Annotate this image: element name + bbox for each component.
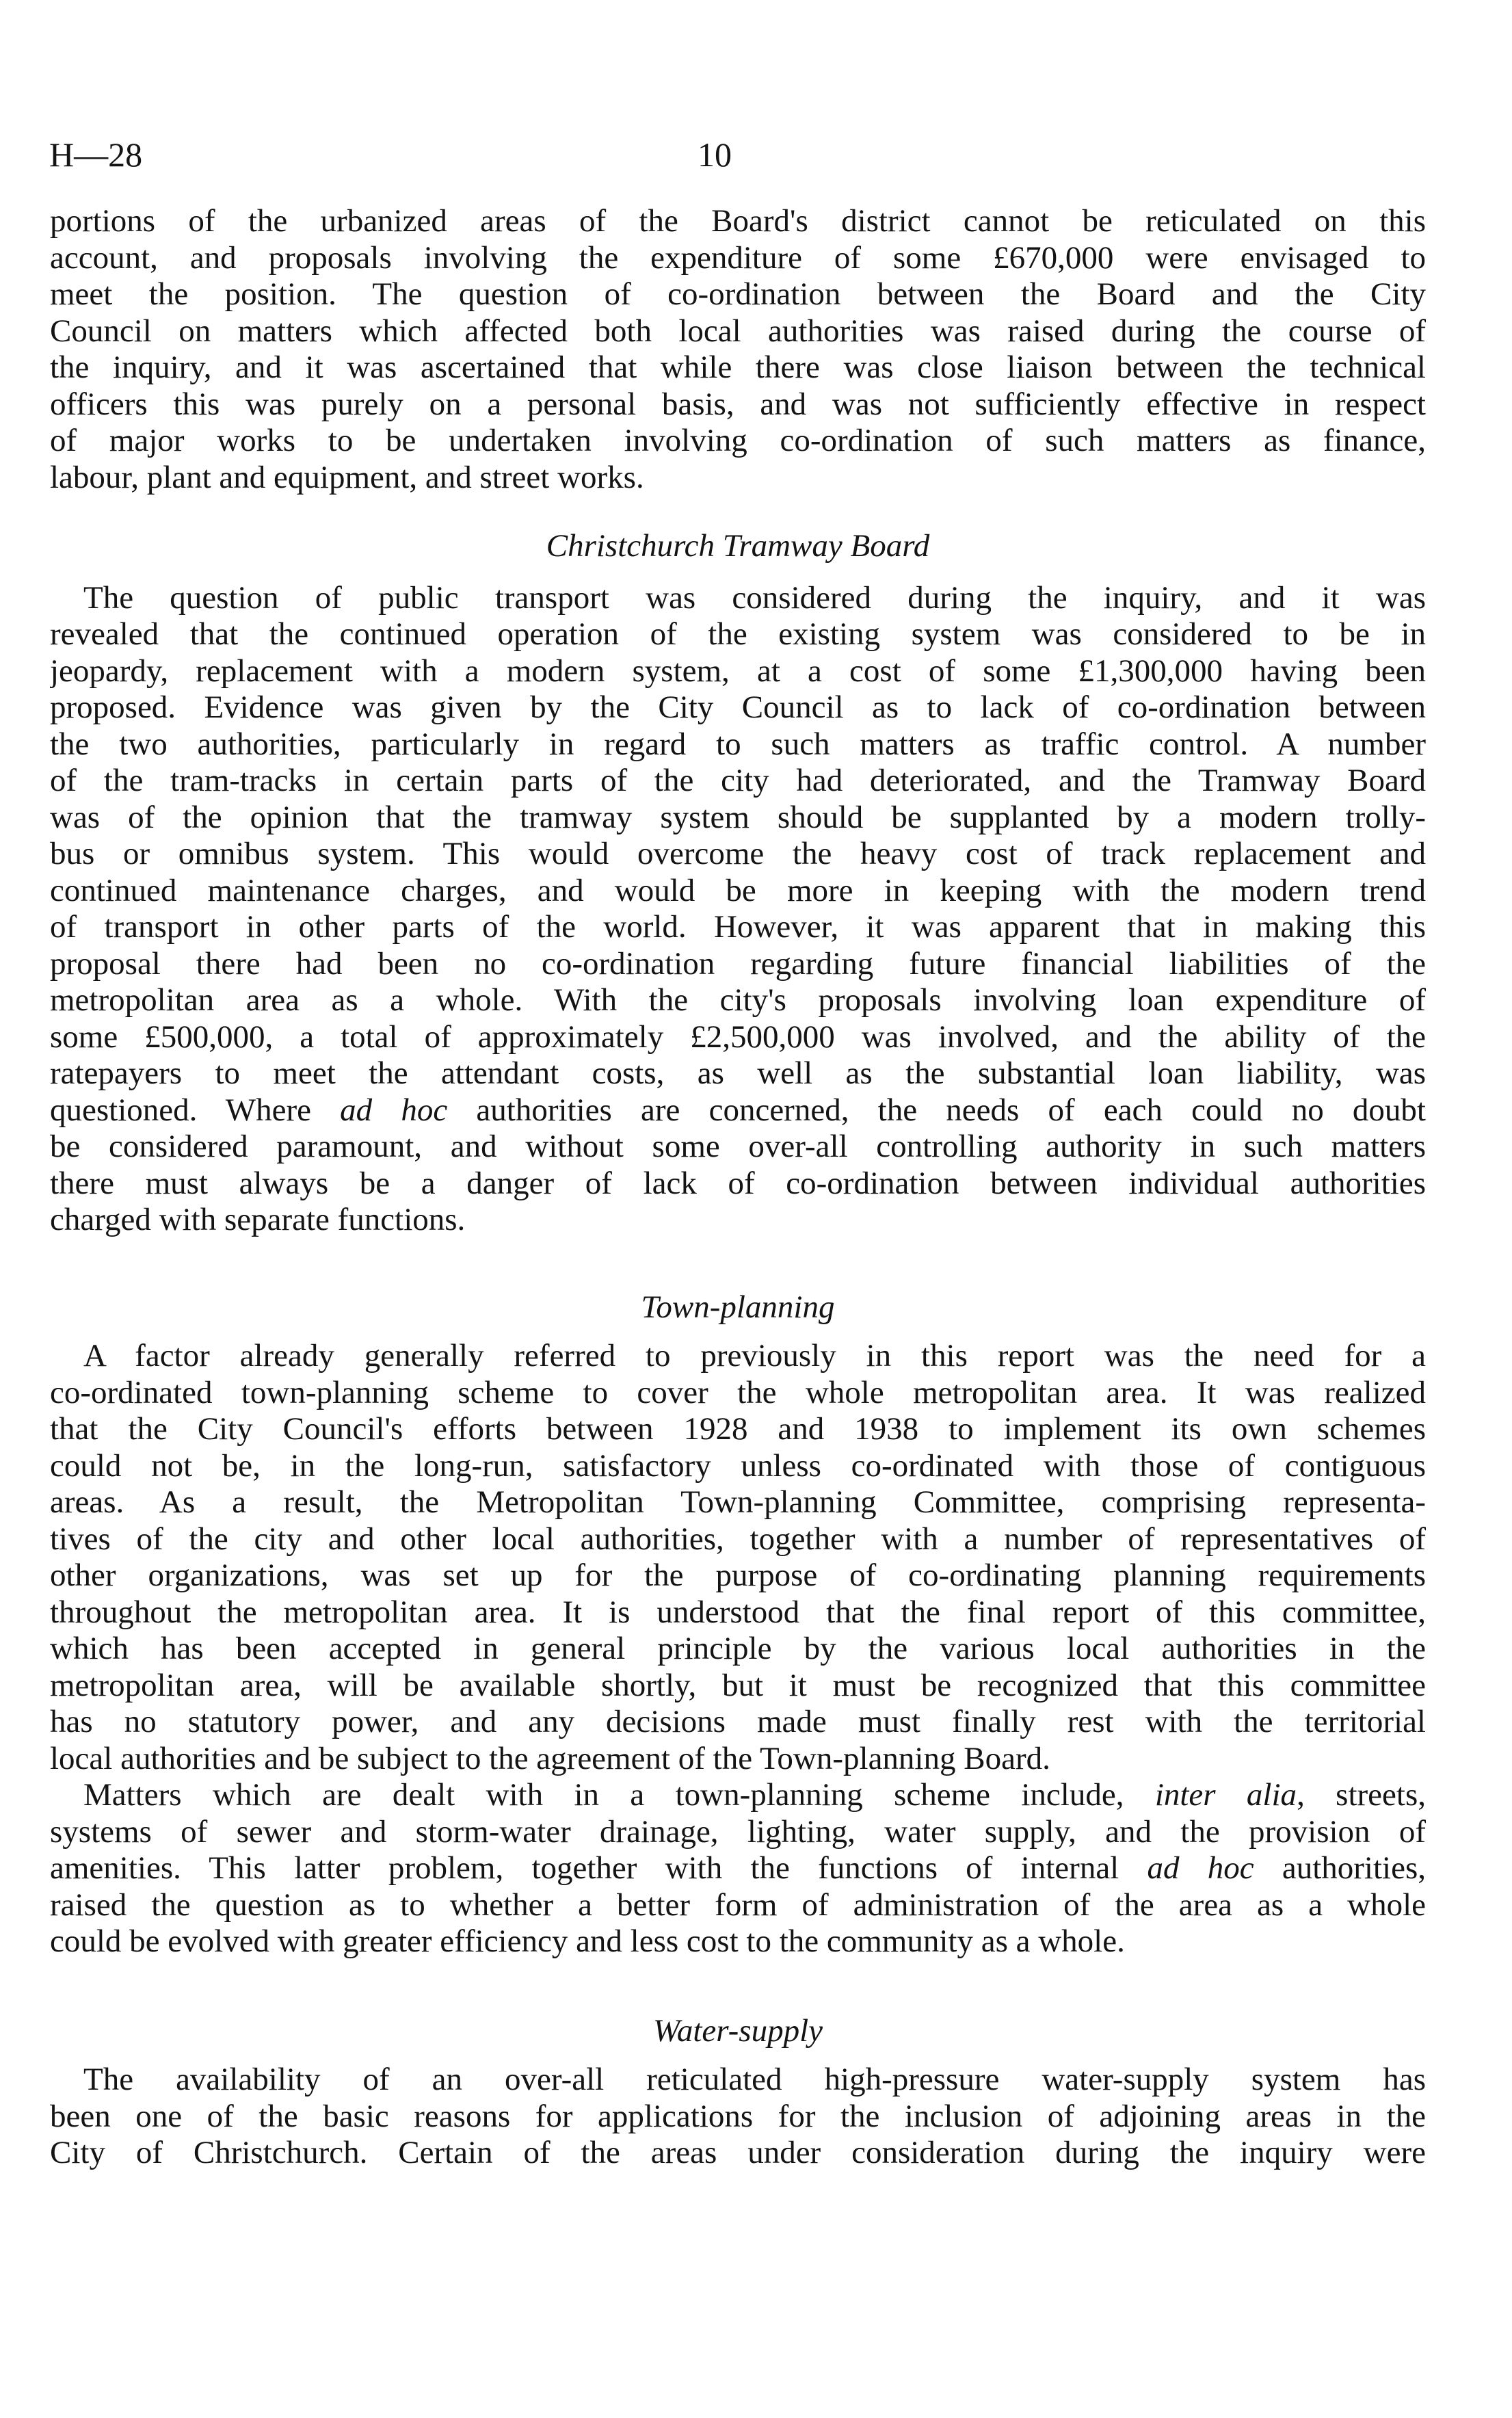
text-line: which has been accepted in general principle by the various local authorities in the	[50, 1631, 1426, 1666]
text-line: of the tram-tracks in certain parts of the city had deteriorated, and the Tramway Board	[50, 763, 1426, 798]
text-line: was of the opinion that the tramway system should be supplanted by a modern trolly-	[50, 799, 1426, 835]
document-id: H—28	[49, 135, 143, 174]
section-heading: Christchurch Tramway Board	[546, 528, 930, 564]
text-line: Council on matters which affected both local authorities was raised during the course of	[50, 313, 1426, 349]
text-line: proposal there had been no co-ordination regarding future financial liabilities of the	[50, 945, 1426, 982]
text-segment: Matters which are dealt with in a town-planning scheme include,	[83, 1777, 1155, 1813]
text-line: of transport in other parts of the world. However, it was apparent that in making this	[50, 909, 1426, 945]
text-line: metropolitan area as a whole. With the city's proposals involving loan expenditure of	[50, 982, 1426, 1018]
page-number: 10	[698, 135, 732, 174]
text-line: officers this was purely on a personal basis, and was not sufficiently effective in respect	[50, 386, 1426, 422]
text-line: revealed that the continued operation of the existing system was considered to be in	[50, 616, 1426, 652]
section-heading: Town-planning	[641, 1289, 835, 1325]
section-intro	[50, 203, 1426, 496]
text-line: throughout the metropolitan area. It is understood that the final report of this committee,	[50, 1594, 1426, 1630]
text-line: local authorities and be subject to the agreement of the Town-planning Board.	[50, 1740, 1050, 1776]
text-line: could be evolved with greater efficiency and less cost to the community as a whole.	[50, 1923, 1125, 1959]
section-tramway-board	[50, 528, 1426, 1239]
italic-phrase: ad hoc	[1147, 1850, 1254, 1886]
text-line: the two authorities, particularly in regard to such matters as traffic control. A number	[50, 726, 1426, 762]
text-segment: , streets,	[1297, 1777, 1426, 1813]
text-line: the inquiry, and it was ascertained that while there was close liaison between the technical	[50, 350, 1426, 385]
italic-phrase: ad hoc	[340, 1092, 448, 1128]
paragraph	[50, 203, 1426, 496]
paragraph	[50, 1338, 1426, 1777]
text-line: of major works to be undertaken involving co-ordination of such matters as finance,	[50, 423, 1426, 458]
text-line	[50, 1777, 1426, 1814]
text-line: labour, plant and equipment, and street works.	[50, 459, 644, 495]
text-line: The question of public transport was considered during the inquiry, and it was	[83, 579, 1426, 616]
paragraph	[50, 1777, 1426, 1960]
page-body	[50, 203, 1426, 2172]
text-line: proposed. Evidence was given by the City Council as to lack of co-ordination between	[50, 689, 1426, 725]
text-line: raised the question as to whether a better form of administration of the area as a whole	[50, 1887, 1426, 1923]
text-line: other organizations, was set up for the purpose of co-ordinating planning requirements	[50, 1558, 1426, 1593]
text-segment: authorities,	[1254, 1850, 1426, 1886]
text-line: The availability of an over-all reticulated high-pressure water-supply system has	[83, 2062, 1426, 2097]
text-segment: questioned. Where	[50, 1092, 341, 1128]
text-line: ratepayers to meet the attendant costs, as well as the substantial loan liability, was	[50, 1055, 1426, 1091]
section-water-supply	[50, 2013, 1426, 2172]
text-line: continued maintenance charges, and would be more in keeping with the modern trend	[50, 872, 1426, 908]
text-line: account, and proposals involving the expenditure of some £670,000 were envisaged to	[50, 239, 1426, 276]
text-segment: amenities. This latter problem, together with the functions of internal	[50, 1850, 1148, 1886]
section-town-planning	[50, 1289, 1426, 1960]
text-line: bus or omnibus system. This would overcome the heavy cost of track replacement and	[50, 836, 1426, 871]
text-line: systems of sewer and storm-water drainage, lighting, water supply, and the provision of	[50, 1813, 1426, 1850]
section-heading: Water-supply	[653, 2012, 823, 2049]
text-line	[50, 1092, 1426, 1129]
text-segment: authorities are concerned, the needs of each could no doubt	[447, 1092, 1426, 1128]
text-line: meet the position. The question of co-ordination between the Board and the City	[50, 276, 1426, 312]
text-line: co-ordinated town-planning scheme to cover the whole metropolitan area. It was realized	[50, 1374, 1426, 1410]
text-line: be considered paramount, and without some over-all controlling authority in such matters	[50, 1129, 1426, 1164]
text-line: tives of the city and other local authorities, together with a number of representatives of	[50, 1521, 1426, 1557]
text-line: some £500,000, a total of approximately £2,500,000 was involved, and the ability of the	[50, 1019, 1426, 1055]
text-line: portions of the urbanized areas of the Board's district cannot be reticulated on this	[50, 203, 1426, 239]
text-line: been one of the basic reasons for applications for the inclusion of adjoining areas in the	[50, 2098, 1426, 2134]
italic-phrase: inter alia	[1154, 1777, 1297, 1813]
paragraph	[50, 2062, 1426, 2172]
text-line: jeopardy, replacement with a modern system, at a cost of some £1,300,000 having been	[50, 653, 1426, 689]
text-line: there must always be a danger of lack of co-ordination between individual authorities	[50, 1165, 1426, 1201]
paragraph	[50, 580, 1426, 1239]
text-line	[50, 1850, 1426, 1887]
text-line: that the City Council's efforts between 1928 and 1938 to implement its own schemes	[50, 1411, 1426, 1447]
text-line: A factor already generally referred to previously in this report was the need for a	[83, 1338, 1426, 1374]
text-line: metropolitan area, will be available shortly, but it must be recognized that this committee	[50, 1667, 1426, 1703]
text-line: City of Christchurch. Certain of the areas under consideration during the inquiry were	[50, 2135, 1426, 2170]
text-line: charged with separate functions.	[50, 1202, 466, 1237]
text-line: could not be, in the long-run, satisfactory unless co-ordinated with those of contiguous	[50, 1447, 1426, 1484]
text-line: has no statutory power, and any decisions made must finally rest with the territorial	[50, 1704, 1426, 1739]
text-line: areas. As a result, the Metropolitan Town-planning Committee, comprising representa-	[50, 1484, 1426, 1520]
